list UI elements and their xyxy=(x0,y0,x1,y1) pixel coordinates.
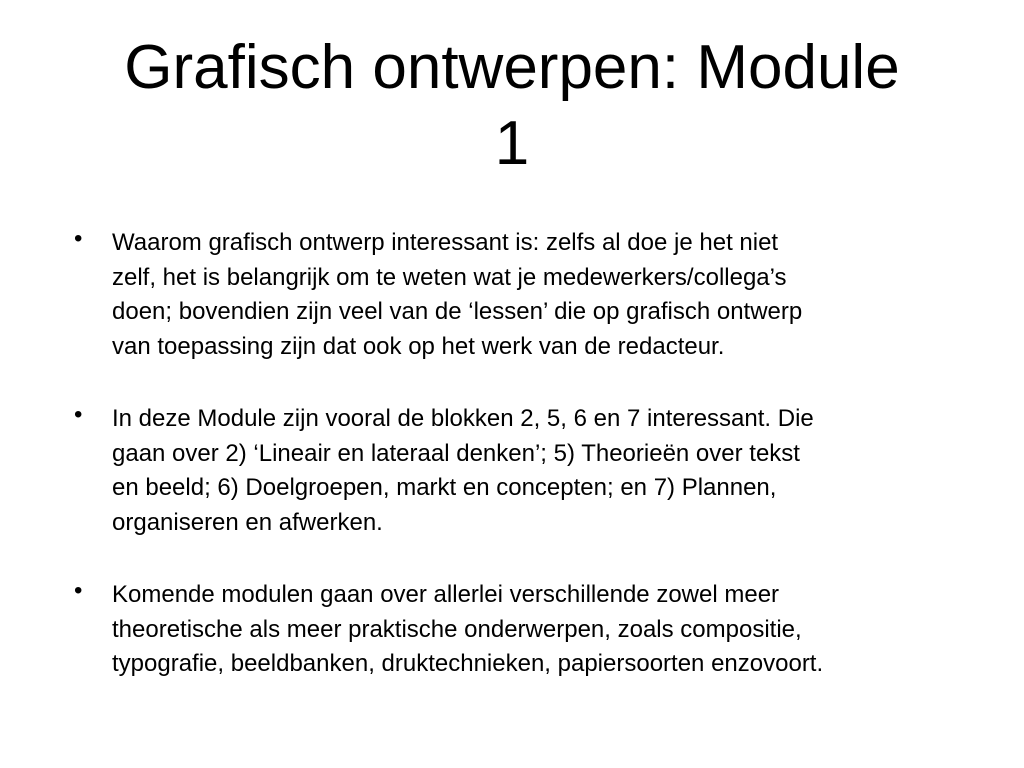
bullet-text xyxy=(112,578,974,682)
bullet-dot-icon: • xyxy=(74,577,83,604)
bullet-item xyxy=(74,578,974,682)
bullet-dot-icon: • xyxy=(74,225,83,252)
bullet-line: zelf, het is belangrijk om te weten wat je medewerkers/collega’s xyxy=(112,263,787,291)
bullet-line: theoretische als meer praktische onderwerpen, zoals compositie, xyxy=(112,615,802,643)
bullet-line: doen; bovendien zijn veel van de ‘lessen’ die op grafisch ontwerp xyxy=(112,298,803,325)
bullet-item xyxy=(74,226,974,364)
slide-title-line: 1 xyxy=(494,109,530,178)
bullet-line: Komende modulen gaan over allerlei verschillende zowel meer xyxy=(112,581,780,608)
bullet-line: en beeld; 6) Doelgroepen, markt en concepten; en 7) Plannen, xyxy=(112,474,777,501)
bullet-line: Waarom grafisch ontwerp interessant is: zelfs al doe je het niet xyxy=(112,229,779,256)
bullet-list xyxy=(74,226,974,720)
bullet-line: gaan over 2) ‘Lineair en lateraal denken’; 5) Theorieën over tekst xyxy=(112,439,800,467)
bullet-line: organiseren en afwerken. xyxy=(112,508,383,536)
bullet-item xyxy=(74,402,974,540)
bullet-text xyxy=(112,402,974,540)
slide-title-line: Grafisch ontwerpen: Module xyxy=(124,33,900,102)
bullet-dot-icon: • xyxy=(74,401,83,428)
bullet-line: typografie, beeldbanken, druktechnieken, papiersoorten enzovoort. xyxy=(112,650,824,677)
slide-title xyxy=(60,30,964,182)
bullet-line: van toepassing zijn dat ook op het werk van de redacteur. xyxy=(112,332,725,360)
bullet-line: In deze Module zijn vooral de blokken 2, 5, 6 en 7 interessant. Die xyxy=(112,405,814,432)
bullet-text xyxy=(112,226,974,364)
